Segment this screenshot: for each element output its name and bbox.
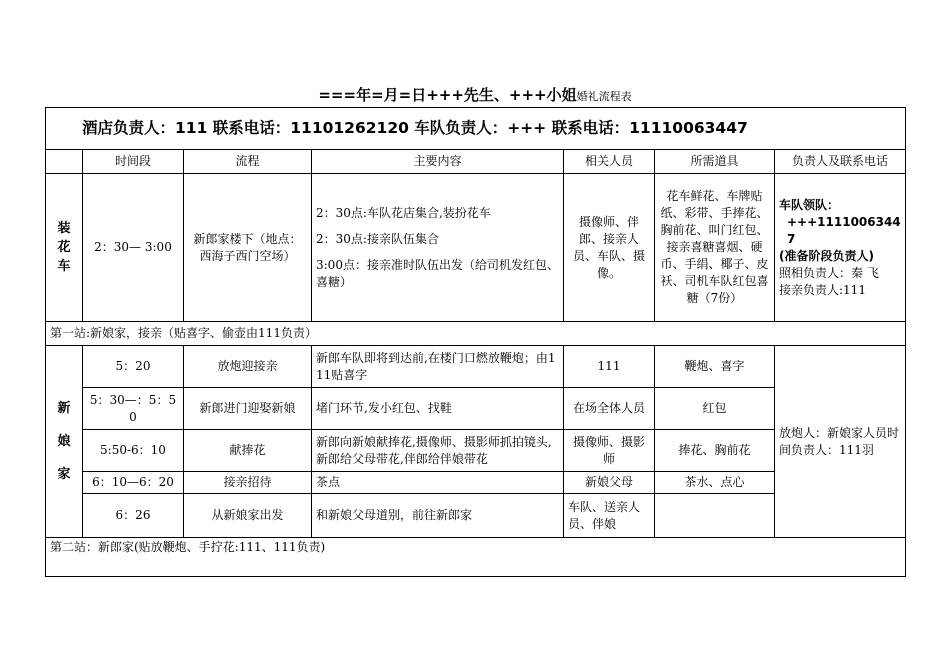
cell-people: 新娘父母 [564,472,655,494]
cell-people: 车队、送亲人员、伴娘 [564,494,655,538]
header-people: 相关人员 [564,150,655,174]
cell-owner-bride: 放炮人：新娘家人员时间负责人：111羽 [775,346,906,538]
header-props: 所需道具 [655,150,775,174]
header-process: 流程 [184,150,312,174]
cell-content: 2：30点:车队花店集合,装扮花车 2：30点:接亲队伍集合 3:00点：接亲准时队伍出发（给司机发红包、喜糖） [312,174,564,322]
cell-content: 新郎车队即将到达前,在楼门口燃放鞭炮；由111贴喜字 [312,346,564,388]
cell-process: 放炮迎接亲 [184,346,312,388]
cell-owner: 车队领队： +++11110063447 (准备阶段负责人) 照相负责人：秦 飞 接亲负责人:111 [775,174,906,322]
cell-time: 5:50-6：10 [83,430,184,472]
header-owner: 负责人及联系电话 [775,150,906,174]
cell-people: 111 [564,346,655,388]
contact-line: 酒店负责人：111 联系电话：11101262120 车队负责人：+++ 联系电话：11110063447 [46,108,906,150]
station2-text: 第二站：新郎家(贴放鞭炮、手拧花:111、111负责) [46,538,906,577]
cell-props: 红包 [655,388,775,430]
document-title [0,84,950,105]
section-label-decorate-car: 装 花 车 [46,174,83,322]
section-label-bride-home: 新 娘 家 [46,346,83,538]
bride-row-1 [46,346,906,388]
cell-people: 在场全体人员 [564,388,655,430]
contact-row [46,108,906,150]
cell-process: 献捧花 [184,430,312,472]
cell-content: 和新娘父母道别，前往新郎家 [312,494,564,538]
cell-time: 5：20 [83,346,184,388]
header-row [46,150,906,174]
wedding-schedule-table [45,107,906,577]
cell-process: 接亲招待 [184,472,312,494]
cell-content: 新郎向新娘献捧花,摄像师、摄影师抓拍镜头,新郎给父母带花,伴郎给伴娘带花 [312,430,564,472]
cell-time: 5：30—：5：50 [83,388,184,430]
cell-people: 摄像师、摄影师 [564,430,655,472]
station1-row [46,322,906,346]
cell-process: 新郎进门迎娶新娘 [184,388,312,430]
cell-props: 捧花、胸前花 [655,430,775,472]
header-blank [46,150,83,174]
cell-time: 6：26 [83,494,184,538]
cell-props: 鞭炮、喜字 [655,346,775,388]
title-sub: 婚礼流程表 [576,90,632,103]
title-main: ===年=月=日+++先生、+++小姐 [318,86,577,104]
station2-row [46,538,906,577]
cell-people: 摄像师、伴郎、接亲人员、车队、摄像。 [564,174,655,322]
section-decorate-car-row [46,174,906,322]
cell-time: 6：10—6：20 [83,472,184,494]
cell-props [655,494,775,538]
cell-process: 新郎家楼下（地点：西海子西门空场） [184,174,312,322]
header-content: 主要内容 [312,150,564,174]
header-time: 时间段 [83,150,184,174]
cell-time: 2：30— 3:00 [83,174,184,322]
cell-content: 堵门环节,发小红包、找鞋 [312,388,564,430]
cell-props: 茶水、点心 [655,472,775,494]
cell-process: 从新娘家出发 [184,494,312,538]
cell-content: 茶点 [312,472,564,494]
station1-text: 第一站:新娘家，接亲（贴喜字、偷壶由111负责） [46,322,906,346]
cell-props: 花车鲜花、车牌贴纸、彩带、手捧花、胸前花、叫门红包、接亲喜糖喜烟、硬币、手绢、椰子、皮袄、司机车队红包喜糖（7份） [655,174,775,322]
